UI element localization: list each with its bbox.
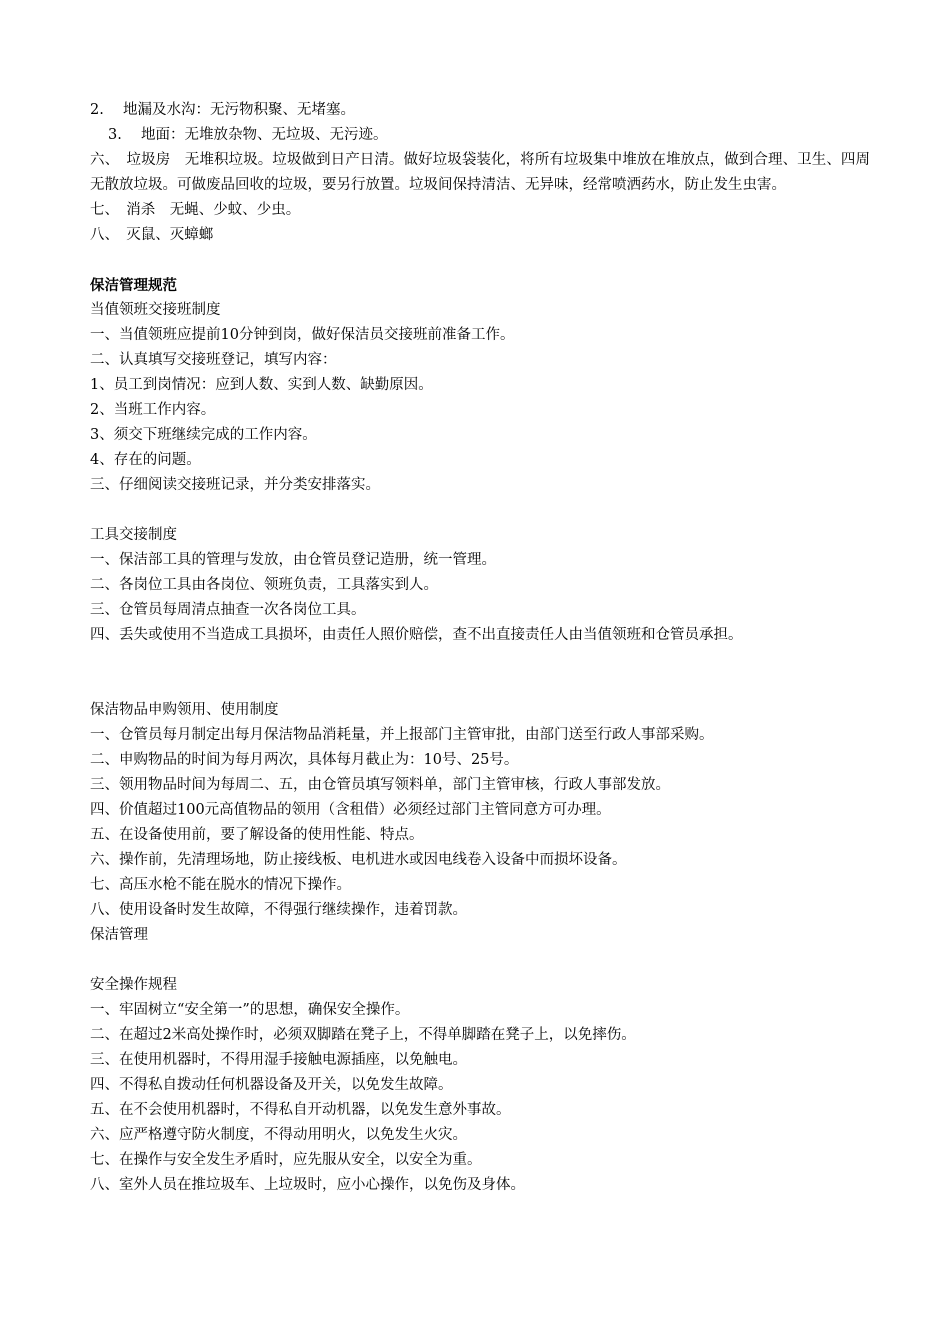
list-item: 3、须交下班继续完成的工作内容。 <box>90 427 317 443</box>
list-item: 二、在超过2米高处操作时，必须双脚踏在凳子上，不得单脚踏在凳子上，以免摔伤。 <box>90 1027 636 1043</box>
section-title-handover: 当值领班交接班制度 <box>90 302 221 318</box>
list-item: 六、应严格遵守防火制度，不得动用明火，以免发生火灾。 <box>90 1127 467 1143</box>
blank-line <box>90 673 870 698</box>
list-item: 五、在设备使用前，要了解设备的使用性能、特点。 <box>90 827 424 843</box>
list-item: 三、领用物品时间为每周二、五，由仓管员填写领料单，部门主管审核，行政人事部发放。 <box>90 777 670 793</box>
list-item: 一、保洁部工具的管理与发放，由仓管员登记造册，统一管理。 <box>90 552 496 568</box>
list-item: 三、在使用机器时，不得用湿手接触电源插座，以免触电。 <box>90 1052 467 1068</box>
list-item: 2、当班工作内容。 <box>90 402 216 418</box>
document-page <box>90 98 870 1198</box>
list-item: 八、使用设备时发生故障，不得强行继续操作，违着罚款。 <box>90 902 467 918</box>
blank-line <box>90 498 870 523</box>
blank-line <box>90 948 870 973</box>
list-item: 4、存在的问题。 <box>90 452 201 468</box>
list-item: 七、 消杀 无蝇、少蚊、少虫。 <box>90 202 301 218</box>
list-item: 1、员工到岗情况：应到人数、实到人数、缺勤原因。 <box>90 377 433 393</box>
list-item: 二、申购物品的时间为每月两次，具体每月截止为：10号、25号。 <box>90 752 519 768</box>
list-item: 八、 灭鼠、灭蟑螂 <box>90 227 214 243</box>
list-item: 七、在操作与安全发生矛盾时，应先服从安全，以安全为重。 <box>90 1152 482 1168</box>
list-item: 六、 垃圾房 无堆积垃圾。垃圾做到日产日清。做好垃圾袋装化，将所有垃圾集中堆放在堆放点，做到合理、卫生、四周无散放垃圾。可做废品回收的垃圾，要另行放置。垃圾间保持清洁、无异味，经常喷洒药水，防止发生虫害。 <box>90 152 870 193</box>
blank-line <box>90 248 870 273</box>
list-item: 2. 地漏及水沟：无污物积聚、无堵塞。 <box>90 102 355 118</box>
list-item: 一、当值领班应提前10分钟到岗，做好保洁员交接班前准备工作。 <box>90 327 515 343</box>
section-title-safety: 安全操作规程 <box>90 977 177 993</box>
list-item: 六、操作前，先清理场地，防止接线板、电机进水或因电线卷入设备中而损坏设备。 <box>90 852 627 868</box>
list-item: 四、不得私自拨动任何机器设备及开关，以免发生故障。 <box>90 1077 453 1093</box>
list-item: 二、认真填写交接班登记，填写内容： <box>90 352 337 368</box>
main-title: 保洁管理规范 <box>90 277 177 294</box>
blank-line <box>90 648 870 673</box>
list-item: 三、仔细阅读交接班记录，并分类安排落实。 <box>90 477 380 493</box>
list-item: 一、仓管员每月制定出每月保洁物品消耗量，并上报部门主管审批，由部门送至行政人事部采购。 <box>90 727 714 743</box>
section-title-supplies: 保洁物品申购领用、使用制度 <box>90 702 279 718</box>
list-item: 五、在不会使用机器时，不得私自开动机器，以免发生意外事故。 <box>90 1102 511 1118</box>
section-footer: 保洁管理 <box>90 927 148 943</box>
list-item: 一、牢固树立“安全第一”的思想，确保安全操作。 <box>90 1002 410 1018</box>
section-title-tools: 工具交接制度 <box>90 527 177 543</box>
list-item: 七、高压水枪不能在脱水的情况下操作。 <box>90 877 351 893</box>
list-item: 三、仓管员每周清点抽查一次各岗位工具。 <box>90 602 366 618</box>
list-item: 二、各岗位工具由各岗位、领班负责，工具落实到人。 <box>90 577 438 593</box>
list-item: 四、丢失或使用不当造成工具损坏，由责任人照价赔偿，查不出直接责任人由当值领班和仓管员承担。 <box>90 627 743 643</box>
list-item: 八、室外人员在推垃圾车、上垃圾时，应小心操作，以免伤及身体。 <box>90 1177 525 1193</box>
list-item: 四、价值超过100元高值物品的领用（含租借）必须经过部门主管同意方可办理。 <box>90 802 611 818</box>
list-item: 3. 地面：无堆放杂物、无垃圾、无污迹。 <box>108 127 388 143</box>
